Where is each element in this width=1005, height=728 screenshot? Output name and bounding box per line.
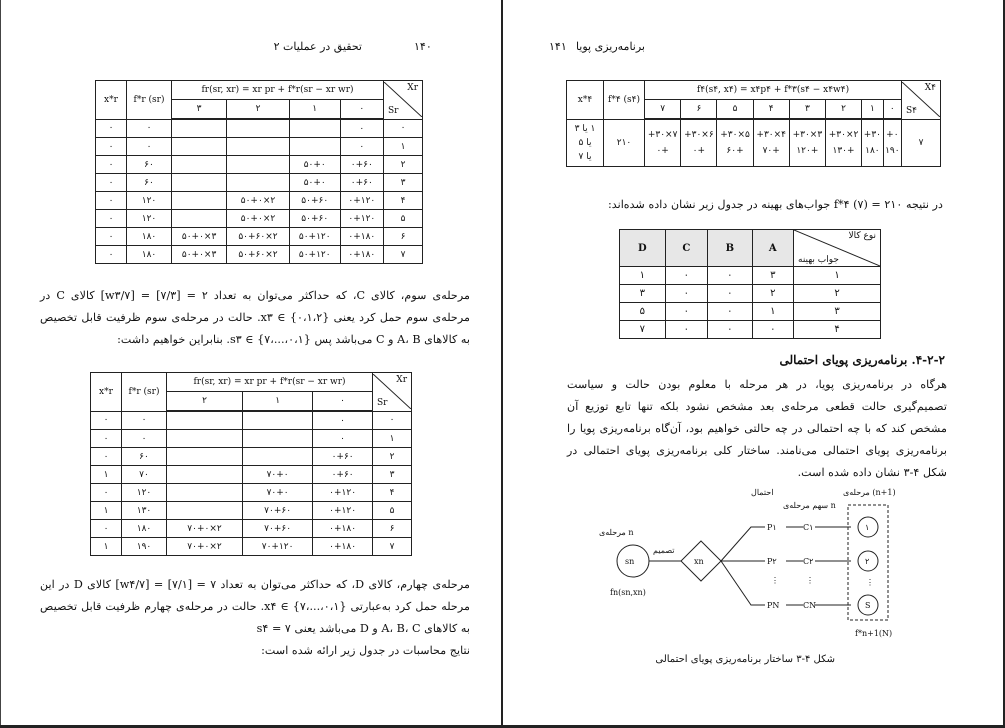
table-cell: ۰	[752, 321, 793, 339]
table-row	[96, 228, 423, 246]
table-cell: ۷	[384, 246, 423, 264]
table-cell: ۰	[127, 138, 172, 156]
table-cell: ۶	[373, 520, 412, 538]
svg-text:⋮: ⋮	[866, 578, 874, 587]
table-cell: ۰	[96, 192, 127, 210]
col-header: ۲	[227, 100, 290, 120]
c1-label: C۱	[803, 523, 814, 532]
table-cell	[167, 411, 243, 430]
cell-bottom: +۰	[692, 145, 706, 156]
cell-top: ۶×۳۰+	[684, 129, 714, 140]
table-cell: ۶	[384, 228, 423, 246]
table-cell: ۷۰+۰	[243, 484, 313, 502]
table-cell: ۰	[313, 430, 373, 448]
table-cell: ۰+۱۸۰	[313, 520, 373, 538]
fstar-header: f*۴ (s۴)	[604, 81, 645, 120]
table-cell	[167, 466, 243, 484]
corner-top-label: Xr	[407, 83, 418, 94]
table-cell: ۱۲۰	[127, 192, 172, 210]
table-row	[96, 246, 423, 264]
table-cell: ۱	[91, 466, 122, 484]
table-cell: ۰	[96, 210, 127, 228]
table-cell	[289, 138, 340, 156]
table-cell: ۰	[91, 520, 122, 538]
s-cell: ۷	[902, 119, 941, 166]
table-cell: ۶۰	[127, 174, 172, 192]
stage-n1-label: مرحله‌ی (n+1)	[843, 488, 896, 497]
col-header: ۱	[243, 392, 313, 412]
xstar-header: x*r	[91, 373, 122, 412]
table-row	[91, 484, 412, 502]
xstar-option: یا ۷	[578, 151, 592, 162]
table-row	[91, 448, 412, 466]
corner-cell	[384, 81, 423, 120]
fstar-header: f*r (sr)	[127, 81, 172, 120]
table-row	[91, 538, 412, 556]
decision-label: تصمیم	[653, 546, 675, 555]
cell-bottom: +۶۰	[726, 145, 744, 156]
table-cell: ۳×۵۰+۰	[172, 246, 227, 264]
table-cell: ۰	[122, 430, 167, 448]
col-header: A	[752, 230, 793, 267]
table-cell: ۳	[752, 267, 793, 285]
pn-label: PN	[767, 601, 780, 610]
table-cell: ۲×۵۰+۰	[227, 210, 290, 228]
table-cell: ۱	[620, 267, 666, 285]
table-cell	[172, 156, 227, 174]
prob-label: احتمال	[751, 488, 774, 497]
running-header: برنامه‌ریزی پویا	[575, 40, 645, 53]
table-cell: ۰+۱۲۰	[340, 192, 383, 210]
xstar-header: x*۴	[567, 81, 604, 120]
paragraph-results: نتایج محاسبات در جدول زیر ارائه شده است:	[261, 644, 470, 657]
table-cell: ۵۰+۶۰	[289, 192, 340, 210]
col-header: ۲	[825, 100, 861, 120]
table-cell: ۰	[665, 303, 707, 321]
table-cell: ۰	[373, 411, 412, 430]
table-cell: ۰	[665, 267, 707, 285]
table-cell: ۲	[794, 285, 881, 303]
cell-bottom: +۱۲۰	[796, 145, 819, 156]
col-header: ۷	[645, 100, 681, 120]
cell-bottom: ۱۸۰	[865, 145, 880, 156]
paragraph-stage3: مرحله‌ی سوم، کالای C، که حداکثر می‌توان به تعداد ۲ = [۷/۳] = [۷/w۳] کالای C در مرحله‌ی سوم حمل کرد یعنی {۰،۱،۲} ∋ x۳. حالت در مرحله‌ی سوم ظرفیت قابل تخصیص به کالاهای A، B و C می‌باشد پس {۰،۱،...،۷} ∋ s۳. بنابراین خواهیم داشت:	[40, 289, 470, 346]
table-cell: ۰	[96, 174, 127, 192]
table-row	[91, 466, 412, 484]
cell-top: ۲×۳۰+	[828, 129, 859, 140]
svg-text:⋮: ⋮	[771, 576, 779, 585]
table-row	[91, 502, 412, 520]
col-header: ۱	[289, 100, 340, 120]
table-cell: ۳	[794, 303, 881, 321]
table-row	[96, 192, 423, 210]
table-cell: ۰	[96, 246, 127, 264]
cell-top: ۴×۳۰+	[756, 129, 787, 140]
cell-top: ۰+	[886, 129, 899, 140]
figure-probabilistic-dp	[503, 0, 1005, 728]
table-cell: ۳	[373, 466, 412, 484]
table-cell: ۷۰+۶۰	[243, 502, 313, 520]
table-cell: ۰	[127, 119, 172, 138]
table-cell: ۲×۵۰+۶۰	[227, 228, 290, 246]
fstar-header: f*r (sr)	[122, 373, 167, 412]
col-header: C	[665, 230, 707, 267]
stage3b-table	[90, 372, 412, 556]
table-cell	[227, 156, 290, 174]
table-cell	[167, 484, 243, 502]
table-cell: ۱	[384, 138, 423, 156]
table-cell: ۳	[620, 285, 666, 303]
table-cell: ۴	[794, 321, 881, 339]
table-cell	[227, 138, 290, 156]
result-line: در نتیجه ۲۱۰ = f*۴ (۷) جواب‌های بهینه در جدول زیر نشان داده شده‌اند:	[607, 198, 943, 211]
cell-bottom: +۷۰	[762, 145, 780, 156]
table-cell: ۷۰+۰	[243, 466, 313, 484]
table-cell: ۷	[620, 321, 666, 339]
col-header: ۳	[172, 100, 227, 120]
corner-bottom-label: Sr	[388, 106, 399, 117]
table-cell: ۲	[752, 285, 793, 303]
table-cell: ۱	[91, 538, 122, 556]
p1-label: P۱	[767, 523, 777, 532]
table-cell	[172, 174, 227, 192]
table-cell: ۵۰+۰	[289, 156, 340, 174]
table-cell	[172, 210, 227, 228]
table-row	[96, 119, 423, 138]
formula-header: fr(sr, xr) = xr pr + f*r(sr − xr wr)	[172, 81, 384, 100]
table-cell	[289, 119, 340, 138]
col-header: ۵	[717, 100, 753, 120]
table-row	[91, 430, 412, 448]
table-cell	[227, 174, 290, 192]
corner-bottom-label: Sr	[377, 398, 388, 409]
table-cell	[172, 192, 227, 210]
table-cell: ۲×۷۰+۰	[167, 538, 243, 556]
table-cell: ۲×۵۰+۰	[227, 192, 290, 210]
col-header: ۰	[313, 392, 373, 412]
table-cell: ۰	[122, 411, 167, 430]
table-cell: ۰	[384, 119, 423, 138]
share-label: سهم مرحله‌ی n	[783, 501, 836, 510]
fstar-cell: ۲۱۰	[604, 119, 645, 166]
table-cell: ۰	[665, 285, 707, 303]
table-cell: ۰+۶۰	[313, 466, 373, 484]
left-page	[0, 0, 502, 728]
table-cell	[227, 119, 290, 138]
xn-label: xn	[694, 557, 704, 566]
running-header: تحقیق در عملیات ۲	[273, 40, 362, 53]
cell-top: ۳×۳۰+	[792, 129, 823, 140]
table-cell: ۰+۱۲۰	[340, 210, 383, 228]
table-cell: ۰	[96, 138, 127, 156]
c2-label: C۲	[803, 557, 814, 566]
table-cell: ۶۰	[127, 156, 172, 174]
table-cell: ۵۰+۱۲۰	[289, 246, 340, 264]
table-cell: ۰	[91, 411, 122, 430]
right-page	[503, 0, 1005, 728]
cell-bottom: +۰	[656, 145, 669, 156]
cell-bottom: +۱۳۰	[832, 145, 855, 156]
table-cell: ۴	[384, 192, 423, 210]
table-cell: ۵	[373, 502, 412, 520]
page-number: ۱۴۱	[549, 40, 567, 53]
table-cell: ۰	[340, 138, 383, 156]
page-number: ۱۴۰	[414, 40, 432, 53]
col-header: ۰	[883, 100, 901, 120]
table-row	[96, 210, 423, 228]
fnext-label: f*n+1(N)	[855, 629, 893, 638]
figure-caption: شکل ۴-۳ ساختار برنامه‌ریزی پویای احتمالی	[655, 654, 835, 665]
table-cell: ۱۸۰	[122, 520, 167, 538]
table-cell: ۲×۷۰+۰	[167, 520, 243, 538]
section-heading: ۴-۲-۲. برنامه‌ریزی پویای احتمالی	[779, 353, 945, 367]
cell-top: ۵×۳۰+	[720, 129, 750, 140]
table-cell: ۱	[373, 430, 412, 448]
corner-top-label: نوع کالا	[848, 231, 876, 241]
table-cell	[172, 119, 227, 138]
table-cell: ۰	[96, 156, 127, 174]
formula-header: fr(sr, xr) = xr pr + f*r(sr − xr wr)	[167, 373, 373, 392]
table-cell: ۳×۵۰+۰	[172, 228, 227, 246]
table-cell: ۲	[384, 156, 423, 174]
table-cell: ۰	[340, 119, 383, 138]
table-cell: ۰	[313, 411, 373, 430]
col-header: ۰	[340, 100, 383, 120]
table-cell: ۱	[794, 267, 881, 285]
table-cell	[167, 448, 243, 466]
corner-cell	[373, 373, 412, 412]
table-cell: ۰	[708, 303, 753, 321]
table-cell	[167, 430, 243, 448]
table-cell: ۰+۶۰	[340, 156, 383, 174]
table-cell: ۰	[96, 228, 127, 246]
table-cell: ۰+۱۸۰	[313, 538, 373, 556]
cell-top: ۷×۳۰+	[647, 129, 678, 140]
table-cell: ۵۰+۱۲۰	[289, 228, 340, 246]
table-cell: ۱۳۰	[122, 502, 167, 520]
circle-1-label: ۱	[865, 523, 870, 532]
table-row	[91, 411, 412, 430]
stage3-table	[95, 80, 423, 264]
col-header: ۲	[167, 392, 243, 412]
corner-bottom-label: جواب بهینه	[798, 255, 839, 265]
table-cell: ۰	[708, 285, 753, 303]
table-cell: ۱۲۰	[122, 484, 167, 502]
table-cell: ۵۰+۶۰	[289, 210, 340, 228]
cell-bottom: ۱۹۰	[885, 145, 900, 156]
xstar-option: یا ۵	[578, 137, 592, 148]
p2-label: P۲	[767, 557, 777, 566]
table-cell	[172, 138, 227, 156]
table-cell: ۴	[373, 484, 412, 502]
table-cell: ۱	[752, 303, 793, 321]
cell-top: ۳۰+	[863, 129, 882, 140]
table-cell: ۱۲۰	[127, 210, 172, 228]
table-cell: ۰	[91, 430, 122, 448]
col-header: ۳	[789, 100, 825, 120]
xstar-header: x*r	[96, 81, 127, 120]
table-row	[96, 174, 423, 192]
col-header: D	[620, 230, 666, 267]
table-cell	[243, 430, 313, 448]
table-cell: ۰+۱۲۰	[313, 502, 373, 520]
table-cell: ۰	[708, 321, 753, 339]
col-header: ۱	[862, 100, 884, 120]
table-cell: ۶۰	[122, 448, 167, 466]
table-cell: ۰	[708, 267, 753, 285]
col-header: ۴	[753, 100, 789, 120]
circle-s-label: S	[865, 601, 871, 610]
corner-top-label: X۴	[924, 83, 936, 94]
col-header: ۶	[681, 100, 717, 120]
cn-label: CN	[803, 601, 817, 610]
table-cell: ۰	[91, 484, 122, 502]
table-cell: ۱	[91, 502, 122, 520]
xstar-option: ۱ یا ۳	[574, 123, 596, 134]
table-cell: ۲	[373, 448, 412, 466]
col-header: B	[708, 230, 753, 267]
table-row	[91, 520, 412, 538]
table-cell: ۰+۶۰	[340, 174, 383, 192]
sn-label: sn	[625, 557, 635, 566]
table-cell: ۰	[665, 321, 707, 339]
table-cell: ۰	[96, 119, 127, 138]
formula-header: f۴(s۴, x۴) = x۴p۴ + f*۳(s۴ − x۴w۴)	[645, 81, 902, 100]
table-cell	[243, 411, 313, 430]
table-cell: ۰+۶۰	[313, 448, 373, 466]
table-cell: ۷۰+۶۰	[243, 520, 313, 538]
table-cell	[243, 448, 313, 466]
table-cell: ۵	[384, 210, 423, 228]
table-cell: ۰	[91, 448, 122, 466]
fn-label: fn(sn,xn)	[610, 588, 646, 597]
table-cell: ۰+۱۲۰	[313, 484, 373, 502]
table-cell: ۷	[373, 538, 412, 556]
table-cell: ۷۰+۱۲۰	[243, 538, 313, 556]
stage-n-label: مرحله‌ی n	[599, 528, 634, 537]
circle-2-label: ۲	[865, 557, 870, 566]
paragraph-probabilistic: هرگاه در برنامه‌ریزی پویا، در هر مرحله با معلوم بودن حالت و سیاست تصمیم‌گیری حالت قطعی مرحله‌ی بعد مشخص نشود بلکه تنها تابع توزیع آن مشخص کند که با چه احتمالی در چه حالتی خواهیم بود، آن‌گاه برنامه‌ریزی پویا را برنامه‌ریزی پویای احتمالی می‌نامند. ساختار کلی برنامه‌ریزی پویای احتمالی در شکل ۴-۳ نشان داده شده است.	[567, 378, 947, 479]
svg-text:⋮: ⋮	[806, 576, 814, 585]
table-cell: ۵۰+۰	[289, 174, 340, 192]
table-cell: ۰+۱۸۰	[340, 246, 383, 264]
table-cell: ۰+۱۸۰	[340, 228, 383, 246]
table-row	[96, 138, 423, 156]
table-cell: ۷۰	[122, 466, 167, 484]
table-cell: ۳	[384, 174, 423, 192]
corner-top-label: Xr	[396, 375, 407, 386]
table-cell: ۵	[620, 303, 666, 321]
table-cell	[167, 502, 243, 520]
table-cell: ۲×۵۰+۶۰	[227, 246, 290, 264]
table-cell: ۱۸۰	[127, 246, 172, 264]
paragraph-stage4: مرحله‌ی چهارم، کالای D، که حداکثر می‌توان به تعداد ۷ = [۷/۱] = [۷/w۴] کالای D در این مرحله حمل کرد به‌عبارتی {۰،۱،...،۷} ∋ x۴. حالت در مرحله‌ی چهارم ظرفیت قابل تخصیص به کالاهای A، B، C و D می‌باشد یعنی ۷ = s۴	[40, 578, 470, 635]
table-row	[96, 156, 423, 174]
table-cell: ۱۸۰	[127, 228, 172, 246]
corner-bottom-label: S۴	[906, 106, 917, 117]
table-cell: ۱۹۰	[122, 538, 167, 556]
